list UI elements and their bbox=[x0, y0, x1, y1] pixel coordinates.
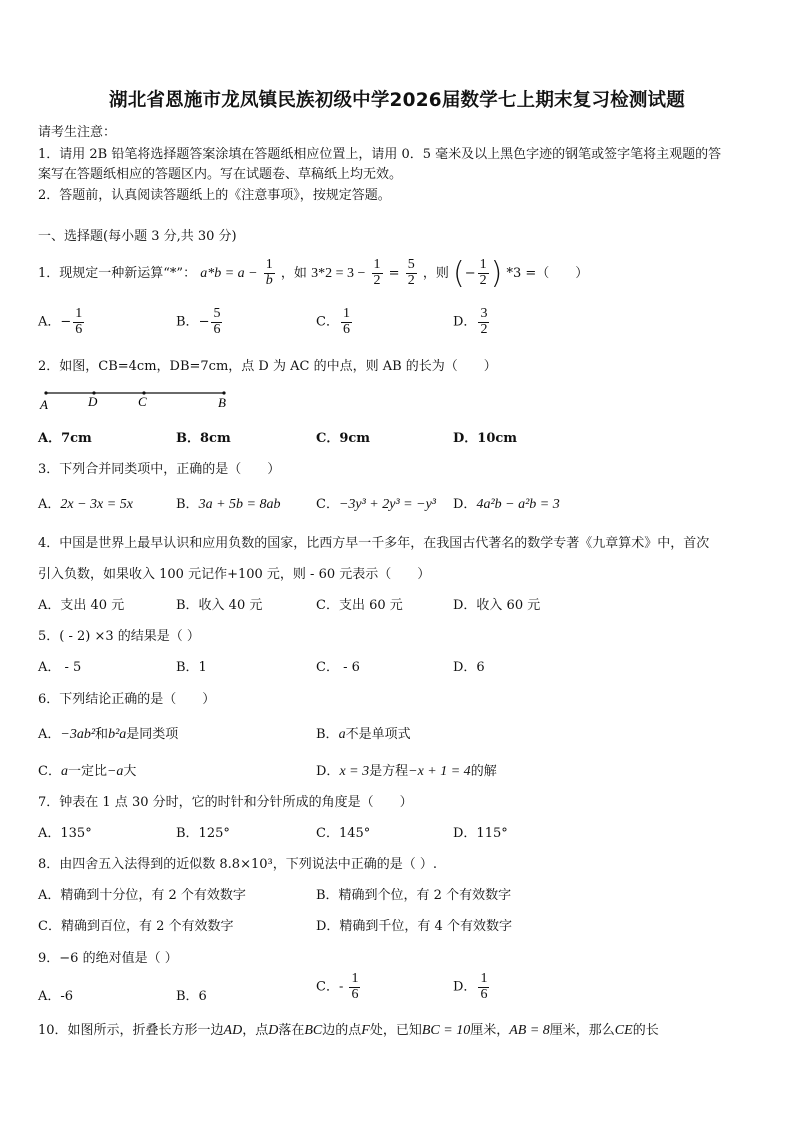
notice-line-2: 2．答题前，认真阅读答题纸上的《注意事项》，按规定答题。 bbox=[38, 188, 391, 203]
question-2: 2．如图，CB=4cm，DB=7cm，点 D 为 AC 的中点，则 AB 的长为（ ） bbox=[38, 359, 497, 374]
q4-option-a[interactable]: A．支出 40 元 bbox=[38, 598, 125, 613]
q1-option-d[interactable]: D． $\frac{3}{2}$ bbox=[453, 306, 488, 337]
q2-option-b[interactable]: B．8cm bbox=[176, 431, 231, 446]
q8-option-c[interactable]: C．精确到百位，有 2 个有效数字 bbox=[38, 919, 234, 934]
q1-mid: ，如 bbox=[280, 266, 307, 281]
q1-example: 3*2 = 3 − bbox=[311, 266, 366, 281]
q5-option-d[interactable]: D．6 bbox=[453, 660, 485, 675]
q7-option-d[interactable]: D．115° bbox=[453, 826, 508, 841]
q7-option-b[interactable]: B．125° bbox=[176, 826, 230, 841]
q1-paren-sign: − bbox=[464, 266, 476, 281]
q1-definition: a*b = a − bbox=[200, 266, 258, 281]
question-10: 10．如图所示，折叠长方形一边AD，点D落在BC边的点F处，已知BC = 10厘米，AB = 8厘米，那么CE的长 bbox=[38, 1023, 659, 1038]
q4-option-c[interactable]: C．支出 60 元 bbox=[316, 598, 403, 613]
q6-option-d[interactable]: D．x = 3是方程−x + 1 = 4的解 bbox=[316, 764, 497, 779]
page-title: 湖北省恩施市龙凤镇民族初级中学2026届数学七上期末复习检测试题 bbox=[109, 90, 685, 111]
question-6: 6．下列结论正确的是（ ） bbox=[38, 692, 216, 707]
section-heading: 一、选择题(每小题 3 分,共 30 分) bbox=[38, 229, 237, 244]
q9-option-a[interactable]: A．-6 bbox=[38, 989, 74, 1004]
q1-option-b[interactable]: B．− $\frac{5}{6}$ bbox=[176, 306, 221, 337]
q6-option-a[interactable]: A．−3ab²和b²a是同类项 bbox=[38, 727, 179, 742]
question-3: 3．下列合并同类项中，正确的是（ ） bbox=[38, 462, 281, 477]
point-c-label: C bbox=[138, 394, 147, 409]
q4-option-b[interactable]: B．收入 40 元 bbox=[176, 598, 263, 613]
q3-option-c[interactable]: C．−3y³ + 2y³ = −y³ bbox=[316, 497, 436, 512]
q5-option-c[interactable]: C． - 6 bbox=[316, 660, 360, 675]
question-8: 8．由四舍五入法得到的近似数 8.8×10³，下列说法中正确的是（ ）. bbox=[38, 857, 437, 872]
q6-option-b[interactable]: B．a不是单项式 bbox=[316, 727, 411, 742]
q1-fraction: $\frac{1}{b}$ bbox=[265, 257, 273, 288]
q9-option-c[interactable]: C．- $\frac{1}{6}$ bbox=[316, 971, 359, 1002]
question-4-line-2: 引入负数，如果收入 100 元记作+100 元，则 - 60 元表示（ ） bbox=[38, 567, 431, 582]
q5-option-b[interactable]: B．1 bbox=[176, 660, 207, 675]
q6-option-c[interactable]: C．a一定比−a大 bbox=[38, 764, 137, 779]
q1-example-fraction: $\frac{1}{2}$ bbox=[373, 257, 381, 288]
q2-option-d[interactable]: D．10cm bbox=[453, 431, 518, 446]
question-5: 5．( - 2) ×3 的结果是（ ） bbox=[38, 629, 200, 644]
q1-option-c[interactable]: C． $\frac{1}{6}$ bbox=[316, 306, 350, 337]
q2-option-a[interactable]: A．7cm bbox=[38, 431, 92, 446]
q1-equals: = bbox=[388, 266, 400, 281]
q7-option-c[interactable]: C．145° bbox=[316, 826, 371, 841]
q1-prefix: 1．现规定一种新运算“*”： bbox=[38, 266, 197, 281]
right-paren: ) bbox=[490, 256, 503, 291]
q2-option-c[interactable]: C．9cm bbox=[316, 431, 371, 446]
q1-example-result: $\frac{5}{2}$ bbox=[407, 257, 415, 288]
q1-after: *3 =（ ） bbox=[506, 266, 589, 281]
notice-line-1: 1．请用 2B 铅笔将选择题答案涂填在答题纸相应位置上，请用 0．5 毫米及以上黑色字迹的钢笔或签字笔将主观题的答 bbox=[38, 147, 722, 162]
q5-option-a[interactable]: A． - 5 bbox=[38, 660, 82, 675]
question-7: 7．钟表在 1 点 30 分时，它的时针和分针所成的角度是（ ） bbox=[38, 795, 413, 810]
q9-option-b[interactable]: B．6 bbox=[176, 989, 207, 1004]
q8-option-d[interactable]: D．精确到千位，有 4 个有效数字 bbox=[316, 919, 512, 934]
point-b-label: B bbox=[218, 395, 226, 410]
notice-heading: 请考生注意： bbox=[38, 125, 117, 140]
q8-option-a[interactable]: A．精确到十分位，有 2 个有效数字 bbox=[38, 888, 246, 903]
left-paren: ( bbox=[452, 256, 465, 291]
question-1 bbox=[38, 256, 588, 291]
q8-option-b[interactable]: B．精确到个位，有 2 个有效数字 bbox=[316, 888, 512, 903]
q4-option-d[interactable]: D．收入 60 元 bbox=[453, 598, 541, 613]
point-d-label: D bbox=[88, 394, 98, 409]
q9-option-d[interactable]: D． $\frac{1}{6}$ bbox=[453, 971, 488, 1002]
q1-then: ，则 bbox=[422, 266, 449, 281]
q1-paren-fraction: $\frac{1}{2}$ bbox=[479, 257, 487, 288]
q3-option-b[interactable]: B．3a + 5b = 8ab bbox=[176, 497, 281, 512]
question-9: 9．−6 的绝对值是（ ） bbox=[38, 951, 178, 966]
q7-option-a[interactable]: A．135° bbox=[38, 826, 92, 841]
q2-line-diagram bbox=[38, 384, 238, 414]
notice-line-1b: 案写在答题纸相应的答题区内。写在试题卷、草稿纸上均无效。 bbox=[38, 167, 403, 182]
point-a-dot bbox=[44, 391, 47, 394]
q3-option-a[interactable]: A．2x − 3x = 5x bbox=[38, 497, 133, 512]
q1-option-a[interactable]: A．− $\frac{1}{6}$ bbox=[38, 306, 83, 337]
point-a-label: A bbox=[40, 397, 48, 412]
question-4-line-1: 4．中国是世界上最早认识和应用负数的国家，比西方早一千多年，在我国古代著名的数学专著《九章算术》中，首次 bbox=[38, 536, 710, 551]
q3-option-d[interactable]: D．4a²b − a²b = 3 bbox=[453, 497, 560, 512]
